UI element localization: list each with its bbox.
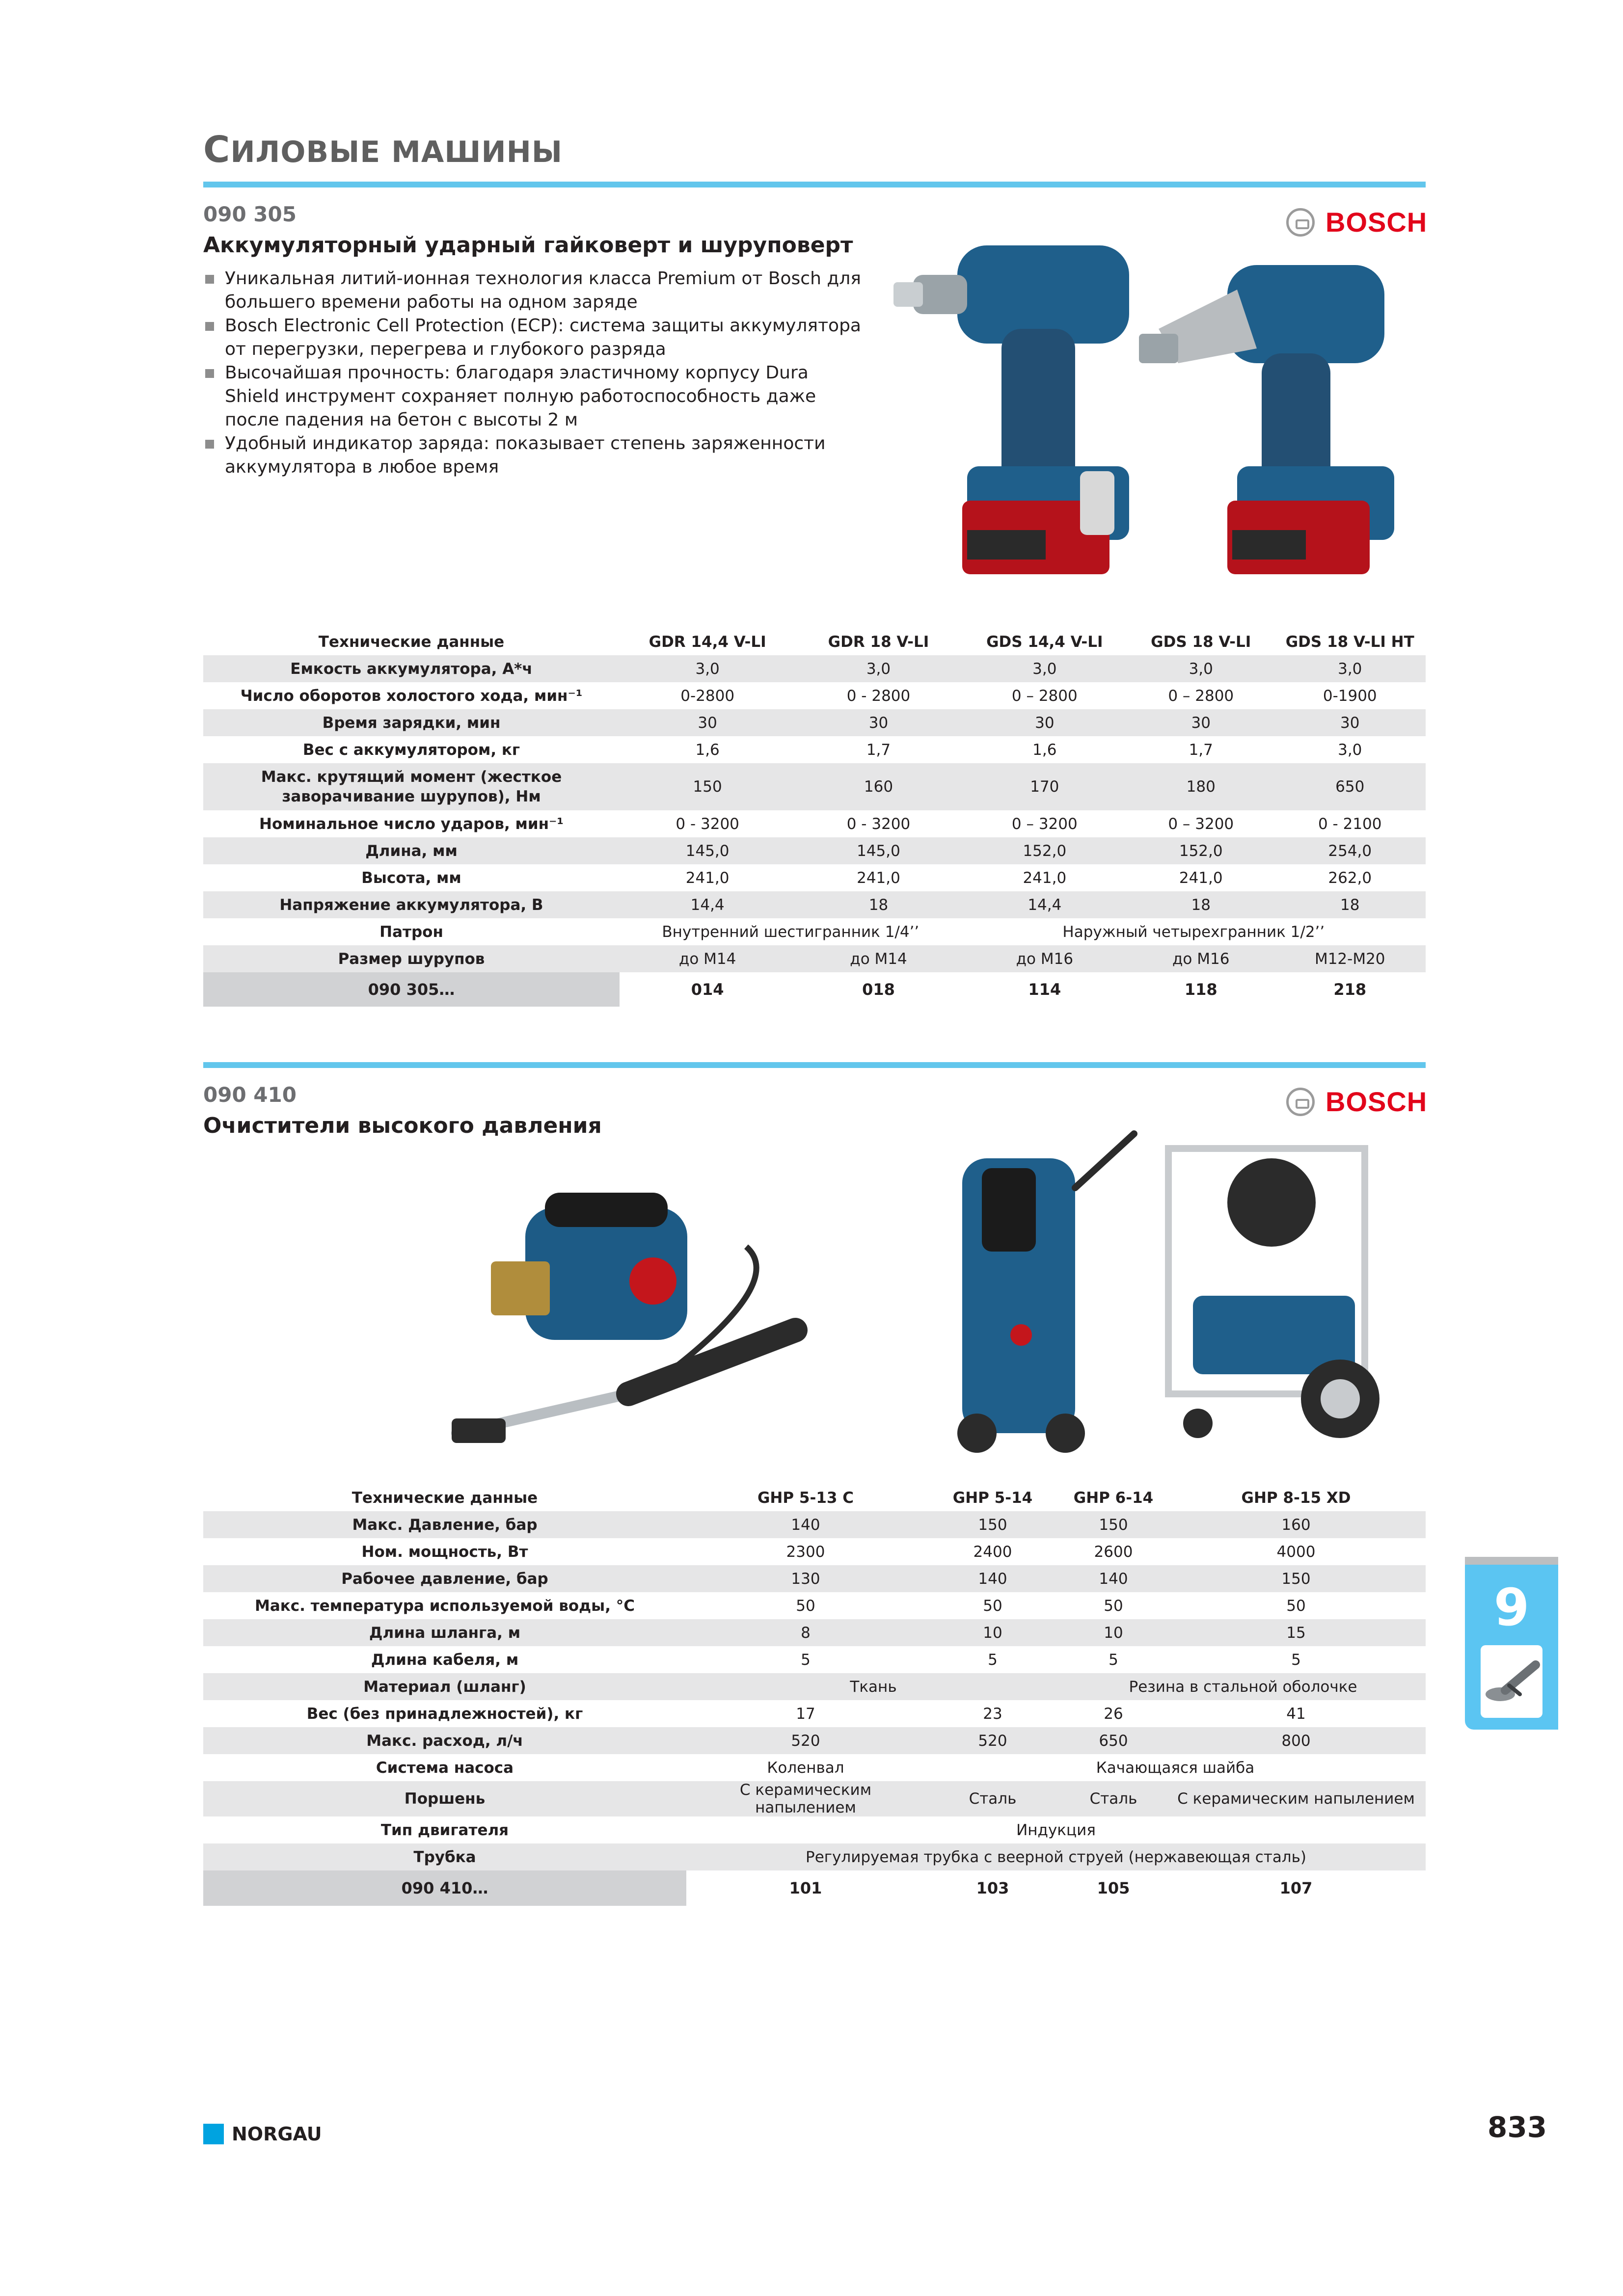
bosch-logo-text: BOSCH [1325, 1086, 1428, 1117]
cell: 14,4 [962, 891, 1128, 918]
cell: 5 [1291, 1651, 1301, 1669]
row-label: Вес (без принадлежностей), кг [306, 1705, 583, 1723]
cell: Коленвал [767, 1759, 844, 1777]
cell: до М14 [795, 945, 961, 972]
table-row [203, 1754, 1426, 1781]
cell: 0-2800 [680, 687, 735, 705]
gds-wrench-icon [1139, 265, 1394, 574]
cell: 0 – 3200 [1168, 815, 1234, 833]
cell: Сталь [925, 1781, 1060, 1816]
norgau-logo-text: NORGAU [232, 2123, 322, 2145]
cell: 241,0 [1179, 869, 1223, 887]
bosch-logo [1286, 206, 1427, 238]
cell: 23 [983, 1705, 1002, 1723]
order-code: 101 [789, 1879, 822, 1897]
table-header-cell: GDR 14,4 V-LI [649, 633, 766, 651]
bosch-armature-icon [1286, 1088, 1315, 1116]
cell: 2300 [786, 1543, 825, 1561]
table-header-row [203, 628, 1426, 655]
cell: 18 [1274, 891, 1426, 918]
table-header-cell: GDS 14,4 V-LI [986, 633, 1103, 651]
ghp-8-15xd-washer-icon [1168, 1148, 1380, 1438]
table-row [203, 1592, 1426, 1619]
cell: 800 [1166, 1727, 1426, 1754]
row-label: Макс. расход, л/ч [203, 1727, 686, 1754]
row-label: Емкость аккумулятора, А*ч [203, 655, 620, 682]
row-label: Длина, мм [203, 837, 620, 864]
cell: 150 [1060, 1511, 1166, 1538]
page-title-text: СИЛОВЫЕ МАШИНЫ [203, 129, 563, 171]
cell: 150 [1166, 1565, 1426, 1592]
cell: 152,0 [962, 837, 1128, 864]
cell: 160 [795, 763, 961, 810]
page-title [203, 129, 563, 171]
table-row [203, 1816, 1426, 1843]
order-code: 107 [1279, 1879, 1313, 1897]
cell: 5 [801, 1651, 811, 1669]
cell: 0 - 2800 [846, 687, 911, 705]
row-label: Поршень [203, 1781, 686, 1816]
cell: 30 [795, 709, 961, 736]
cell: 3,0 [962, 655, 1128, 682]
cell: 145,0 [620, 837, 795, 864]
table-row [203, 891, 1426, 918]
table-header-row [203, 1484, 1426, 1511]
cell: С керамическим напылением [686, 1781, 925, 1816]
cell: Качающаяся шайба [1096, 1759, 1255, 1777]
table-row [203, 655, 1426, 682]
cell: Наружный четырехгранник 1/2’’ [1062, 923, 1325, 941]
cell: 520 [686, 1727, 925, 1754]
table-row [203, 682, 1426, 709]
order-code: 218 [1333, 980, 1367, 999]
feature-list [203, 267, 861, 479]
order-code-label: 090 305… [203, 972, 620, 1007]
order-code-row [203, 972, 1426, 1007]
table-row [203, 945, 1426, 972]
section-tab-top-line [1465, 1557, 1558, 1565]
impact-wrench-image [884, 236, 1434, 609]
cell: 241,0 [857, 869, 900, 887]
feature-item: Высочайшая прочность: благодаря эластичному корпусу Dura Shield инструмент сохраняет полную работоспособность даже после падения на бетон с высоты 2 м [203, 361, 861, 432]
table-row [203, 1727, 1426, 1754]
table-row [203, 1565, 1426, 1592]
table-header-cell: GDS 18 V-LI HT [1285, 633, 1414, 651]
cell: 140 [925, 1565, 1060, 1592]
cell: 30 [1128, 709, 1274, 736]
cell: до М16 [1128, 945, 1274, 972]
table-header-cell: GHP 5-13 C [757, 1489, 854, 1507]
cell: 50 [1286, 1597, 1306, 1615]
cell: Индукция [1016, 1821, 1096, 1839]
cell: 10 [925, 1619, 1060, 1646]
cell: 30 [962, 709, 1128, 736]
cell: 8 [686, 1619, 925, 1646]
cell: 0 - 2100 [1318, 815, 1382, 833]
feature-item: Уникальная литий-ионная технология класса Premium от Bosch для большего времени работы на одном заряде [203, 267, 861, 314]
cell: 130 [686, 1565, 925, 1592]
cell: 150 [620, 763, 795, 810]
row-label: Трубка [203, 1843, 686, 1870]
cell: 241,0 [685, 869, 730, 887]
table-header-cell: GHP 5-14 [952, 1489, 1033, 1507]
cell: 140 [686, 1511, 925, 1538]
cell: 254,0 [1274, 837, 1426, 864]
row-label: Время зарядки, мин [203, 709, 620, 736]
section-tab-number: 9 [1493, 1577, 1530, 1637]
row-label: Вес с аккумулятором, кг [302, 741, 520, 759]
table-row [203, 1700, 1426, 1727]
cell: 18 [795, 891, 961, 918]
ghp-5-13c-washer-icon [452, 1193, 795, 1443]
cell: 2600 [1094, 1543, 1133, 1561]
cell: 650 [1060, 1727, 1166, 1754]
table-row [203, 1673, 1426, 1700]
cell: 0 – 3200 [1011, 815, 1078, 833]
order-code: 014 [691, 980, 724, 999]
table-row [203, 709, 1426, 736]
table-row [203, 1538, 1426, 1565]
cell: 1,7 [866, 741, 891, 759]
spec-table-2 [203, 1484, 1426, 1906]
table-header-cell: Технические данные [352, 1489, 538, 1507]
row-label: Размер шурупов [203, 945, 620, 972]
table-row [203, 1781, 1426, 1816]
cell: 520 [925, 1727, 1060, 1754]
bosch-armature-icon [1286, 208, 1315, 237]
row-label: Макс. Давление, бар [203, 1511, 686, 1538]
cell: 0 – 2800 [1011, 687, 1078, 705]
page-number: 833 [1488, 2110, 1547, 2144]
cell: Ткань [686, 1673, 1060, 1700]
cell: 30 [620, 709, 795, 736]
row-label: Длина кабеля, м [371, 1651, 519, 1669]
footer-brand [203, 2123, 322, 2145]
spec-table-1 [203, 628, 1426, 1007]
cell: 3,0 [1274, 655, 1426, 682]
gdr-wrench-icon [893, 245, 1129, 574]
cell: 50 [796, 1597, 815, 1615]
cell: 0 - 3200 [846, 815, 911, 833]
cell: 2400 [973, 1543, 1012, 1561]
cell: 1,6 [695, 741, 720, 759]
order-code: 118 [1184, 980, 1217, 999]
cell: 650 [1274, 763, 1426, 810]
cell: 15 [1166, 1619, 1426, 1646]
cell: 1,7 [1189, 741, 1213, 759]
cell: 180 [1128, 763, 1274, 810]
cell: 160 [1166, 1511, 1426, 1538]
table-row [203, 763, 1426, 810]
row-label: Система насоса [376, 1759, 514, 1777]
cell: 18 [1128, 891, 1274, 918]
cell: 262,0 [1328, 869, 1372, 887]
table-row [203, 1511, 1426, 1538]
section-divider [203, 1062, 1426, 1068]
cell: Резина в стальной оболочке [1060, 1673, 1426, 1700]
bosch-logo-text: BOSCH [1325, 207, 1428, 238]
table-header-cell: GDR 18 V-LI [828, 633, 929, 651]
cell: Регулируемая трубка с веерной струей (нержавеющая сталь) [686, 1843, 1426, 1870]
cell: 14,4 [620, 891, 795, 918]
table-row [203, 918, 1426, 945]
section2-code: 090 410 [203, 1083, 297, 1107]
table-header-cell: GHP 6-14 [1073, 1489, 1154, 1507]
table-header-cell: GDS 18 V-LI [1151, 633, 1251, 651]
row-label: Патрон [379, 923, 443, 941]
cell: до М14 [620, 945, 795, 972]
cell: 1,6 [1032, 741, 1057, 759]
cell: 50 [1104, 1597, 1123, 1615]
cell: 3,0 [1338, 741, 1362, 759]
row-label: Тип двигателя [380, 1821, 509, 1839]
cell: 140 [1060, 1565, 1166, 1592]
grinder-icon [1481, 1645, 1542, 1718]
grinder-icon-graphic [1481, 1645, 1542, 1718]
section-divider [203, 182, 1426, 187]
cell: 17 [796, 1705, 815, 1723]
row-label: Номинальное число ударов, мин⁻¹ [259, 815, 564, 833]
row-label: Макс. крутящий момент (жесткое заворачивание шурупов), Нм [203, 763, 620, 810]
cell: 41 [1286, 1705, 1306, 1723]
bosch-logo [1286, 1086, 1427, 1118]
table-row [203, 810, 1426, 837]
row-label: Длина шланга, м [203, 1619, 686, 1646]
table-row [203, 1646, 1426, 1673]
cell: Сталь [1060, 1781, 1166, 1816]
cell: 30 [1274, 709, 1426, 736]
order-code: 103 [976, 1879, 1009, 1897]
order-code: 018 [862, 980, 895, 999]
cell: 50 [983, 1597, 1002, 1615]
row-label: Рабочее давление, бар [203, 1565, 686, 1592]
cell: до М16 [962, 945, 1128, 972]
order-code: 114 [1028, 980, 1061, 999]
cell: 3,0 [1128, 655, 1274, 682]
table-row [203, 864, 1426, 891]
cell: 10 [1060, 1619, 1166, 1646]
row-label: Число оборотов холостого хода, мин⁻¹ [240, 687, 583, 705]
order-code-row [203, 1870, 1426, 1906]
cell: 145,0 [795, 837, 961, 864]
cell: 26 [1104, 1705, 1123, 1723]
cell: M12-M20 [1274, 945, 1426, 972]
pressure-washer-image [442, 1119, 1434, 1472]
table-header-cell: GHP 8-15 XD [1241, 1489, 1351, 1507]
feature-item: Bosch Electronic Cell Protection (ECP): система защиты аккумулятора от перегрузки, перегрева и глубокого разряда [203, 314, 861, 361]
row-label: Ном. мощность, Вт [361, 1543, 528, 1561]
order-code-label: 090 410… [203, 1870, 686, 1906]
norgau-logo-icon [203, 2124, 224, 2144]
ghp-5-14-washer-icon [957, 1134, 1134, 1453]
cell: 152,0 [1128, 837, 1274, 864]
order-code: 105 [1097, 1879, 1130, 1897]
table-row [203, 837, 1426, 864]
cell: 241,0 [1023, 869, 1067, 887]
cell: 4000 [1276, 1543, 1316, 1561]
cell: 0 – 2800 [1168, 687, 1234, 705]
table-header-cell: Технические данные [318, 633, 505, 651]
cell: 170 [962, 763, 1128, 810]
cell: 0-1900 [1323, 687, 1377, 705]
cell: С керамическим напылением [1166, 1781, 1426, 1816]
cell: Внутренний шестигранник 1/4’’ [662, 923, 920, 941]
cell: 150 [925, 1511, 1060, 1538]
cell: 5 [988, 1651, 998, 1669]
row-label: Высота, мм [361, 869, 461, 887]
section2-title: Очистители высокого давления [203, 1113, 602, 1138]
section1-code: 090 305 [203, 202, 297, 226]
cell: 0 - 3200 [676, 815, 739, 833]
row-label: Материал (шланг) [203, 1673, 686, 1700]
row-label: Макс. температура используемой воды, °C [254, 1597, 635, 1615]
table-row [203, 1843, 1426, 1870]
cell: 5 [1109, 1651, 1118, 1669]
table-row [203, 1619, 1426, 1646]
table-row [203, 736, 1426, 763]
row-label: Напряжение аккумулятора, В [203, 891, 620, 918]
section1-title: Аккумуляторный ударный гайковерт и шуруповерт [203, 233, 853, 258]
cell: 3,0 [620, 655, 795, 682]
cell: 3,0 [795, 655, 961, 682]
feature-item: Удобный индикатор заряда: показывает степень заряженности аккумулятора в любое время [203, 432, 861, 479]
